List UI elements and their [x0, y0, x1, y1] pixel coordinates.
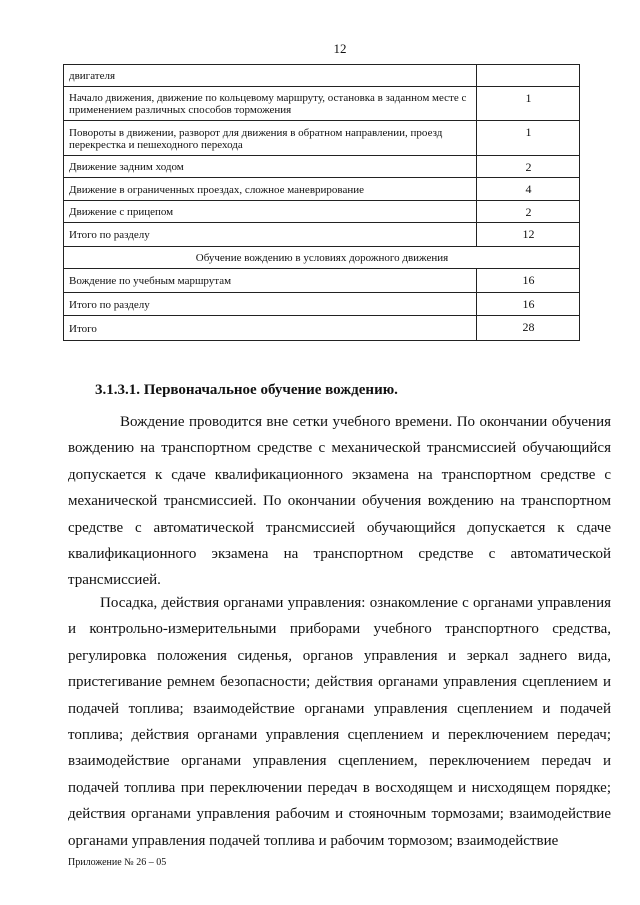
table-body: [64, 65, 580, 341]
hours-table: [63, 64, 580, 341]
table-row: [64, 223, 580, 247]
topic-cell: Повороты в движении, разворот для движения в обратном направлении, проезд перекрестка и пешеходного перехода: [64, 121, 477, 156]
hours-cell: 1: [477, 87, 580, 121]
topic-cell: Итого: [64, 316, 477, 341]
footer-appendix: Приложение № 26 – 05: [68, 857, 167, 868]
hours-cell: 12: [477, 223, 580, 247]
topic-cell: Движение с прицепом: [64, 201, 477, 223]
paragraph-controls-operation: Посадка, действия органами управления: ознакомление с органами управления и контрольно-измерительными приборами учебного транспортного средства, регулировка положения сиденья, органов управления и зеркал заднего вида, пристегивание ремнем безопасности; действия органами управления сцеплением и подачей топлива; взаимодействие органами управления сцеплением и подачей топлива; действия органами управления сцеплением и переключением передач; взаимодействие органами управления сцеплением, переключением передач и подачей топлива при переключении передач в восходящем и нисходящем порядке; действия органами управления рабочим и стояночным тормозами; взаимодействие органами управления подачей топлива и рабочим тормозом; взаимодействие: [68, 595, 611, 849]
hours-cell: [477, 65, 580, 87]
page-number: 12: [333, 41, 347, 56]
table-row: [64, 269, 580, 293]
section-title-cell: Обучение вождению в условиях дорожного движения: [64, 247, 580, 269]
topic-cell: двигателя: [64, 65, 477, 87]
table-row: [64, 316, 580, 341]
table-section-row: [64, 247, 580, 269]
hours-cell: 16: [477, 293, 580, 316]
table-row: [64, 178, 580, 201]
table-row: [64, 293, 580, 316]
topic-cell: Итого по разделу: [64, 293, 477, 316]
hours-cell: 4: [477, 178, 580, 201]
hours-cell: 2: [477, 156, 580, 178]
topic-cell: Вождение по учебным маршрутам: [64, 269, 477, 293]
hours-cell: 16: [477, 269, 580, 293]
topic-cell: Начало движения, движение по кольцевому маршруту, остановка в заданном месте с применением различных способов торможения: [64, 87, 477, 121]
hours-cell: 1: [477, 121, 580, 156]
table-row: [64, 87, 580, 121]
topic-cell: Движение задним ходом: [64, 156, 477, 178]
topic-cell: Итого по разделу: [64, 223, 477, 247]
hours-cell: 2: [477, 201, 580, 223]
section-heading: 3.1.3.1. Первоначальное обучение вождению.: [95, 382, 398, 398]
table-row: [64, 201, 580, 223]
paragraph-driving-schedule: Вождение проводится вне сетки учебного времени. По окончании обучения вождению на транспортном средстве с механической трансмиссией обучающийся допускается к сдаче квалификационного экзамена на транспортном средстве с механической трансмиссией. По окончании обучения вождению на транспортном средстве с автоматической трансмиссией обучающийся допускается к сдаче квалификационного экзамена на транспортном средстве с автоматической трансмиссией.: [68, 414, 611, 589]
topic-cell: Движение в ограниченных проездах, сложное маневрирование: [64, 178, 477, 201]
table-row: [64, 121, 580, 156]
table-row: [64, 156, 580, 178]
hours-cell: 28: [477, 316, 580, 341]
table-row: [64, 65, 580, 87]
